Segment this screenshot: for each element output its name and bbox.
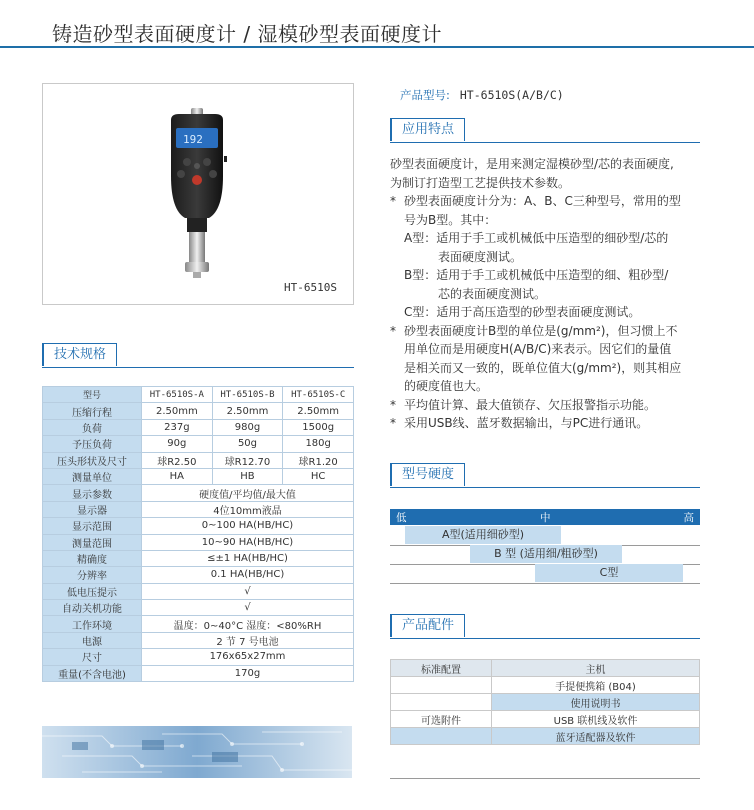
feature-bullet: * 砂型表面硬度计分为：A、B、C三种型号，常用的型: [390, 194, 681, 208]
product-model-tag: HT-6510S: [284, 281, 337, 294]
spec-row: [43, 419, 354, 435]
accessory-item: 主机: [492, 660, 700, 677]
spec-value: 180g: [283, 436, 354, 452]
hardness-heading-label: 型号硬度: [390, 463, 465, 486]
spec-row-label: 分辨率: [43, 567, 142, 583]
spec-row: [43, 468, 354, 484]
spec-value: 硬度值/平均值/最大值: [142, 485, 354, 501]
spec-row: [43, 518, 354, 534]
spec-value: 50g: [212, 436, 283, 452]
features-heading-label: 应用特点: [390, 118, 465, 141]
spec-row-label: 重量(不含电池): [43, 665, 142, 681]
spec-value: 176x65x27mm: [142, 649, 354, 665]
spec-value: 170g: [142, 665, 354, 681]
accessory-item: USB 联机线及软件: [492, 711, 700, 728]
spec-row-label: 低电压提示: [43, 583, 142, 599]
spec-row: [43, 436, 354, 452]
feature-line: 用单位而是用硬度H(A/B/C)来表示。因它们的量值: [404, 342, 672, 356]
specs-heading-label: 技术规格: [42, 343, 117, 366]
spec-value: 2.50mm: [142, 403, 213, 419]
empty-cell: [391, 694, 492, 711]
scale-low: 低: [396, 512, 407, 524]
c-type-line: C型：适用于高压造型的砂型表面硬度测试。: [404, 305, 641, 319]
spec-value: √: [142, 583, 354, 599]
feature-bullet: * 平均值计算、最大值锁存、欠压报警指示功能。: [390, 397, 657, 412]
spec-model-header: HT-6510S-A: [142, 387, 213, 403]
spec-value: ≤±1 HA(HB/HC): [142, 550, 354, 566]
spec-value: 4位10mm液晶: [142, 501, 354, 517]
spec-value: 0.1 HA(HB/HC): [142, 567, 354, 583]
spec-value: HA: [142, 468, 213, 484]
spec-row: [43, 600, 354, 616]
spec-model-header: HT-6510S-C: [283, 387, 354, 403]
spec-value: 90g: [142, 436, 213, 452]
spec-row: [43, 534, 354, 550]
spec-row-label: 测量单位: [43, 468, 142, 484]
spec-value: 0~100 HA(HB/HC): [142, 518, 354, 534]
spec-row: [43, 665, 354, 681]
spec-table: [42, 386, 354, 682]
spec-value: 1500g: [283, 419, 354, 435]
model-value: HT-6510S(A/B/C): [459, 88, 564, 102]
spec-row-label: 负荷: [43, 419, 142, 435]
spec-value: HC: [283, 468, 354, 484]
intro-line: 砂型表面硬度计，是用来测定湿模砂型/芯的表面硬度,: [390, 157, 674, 171]
section-rule: [390, 142, 700, 143]
hardness-chart: [390, 509, 700, 585]
spec-row: [43, 583, 354, 599]
spec-value: 10~90 HA(HB/HC): [142, 534, 354, 550]
spec-row: [43, 485, 354, 501]
spec-row-label: 电源: [43, 632, 142, 648]
spec-value: 2.50mm: [283, 403, 354, 419]
a-type-line: 表面硬度测试。: [438, 249, 523, 264]
spec-row-label: 予压负荷: [43, 436, 142, 452]
accessory-item: 使用说明书: [492, 694, 700, 711]
a-type-line: A型：适用于手工或机械低中压造型的细砂型/芯的: [404, 231, 669, 245]
accessory-item: 蓝牙适配器及软件: [492, 728, 700, 745]
specs-section-heading: [42, 343, 354, 365]
spec-value: 237g: [142, 419, 213, 435]
hardness-tester-image: [161, 106, 233, 282]
spec-row-label: 压缩行程: [43, 403, 142, 419]
section-rule: [42, 367, 354, 368]
b-type-line: 芯的表面硬度测试。: [438, 286, 547, 301]
spec-row: [43, 403, 354, 419]
standard-label: 标准配置: [391, 660, 492, 677]
features-text: [390, 155, 710, 433]
spec-row: [43, 550, 354, 566]
accessories-heading-label: 产品配件: [390, 614, 465, 637]
model-line: [400, 87, 564, 103]
spec-row-label: 测量范围: [43, 534, 142, 550]
spec-value: 2.50mm: [212, 403, 283, 419]
scale-mid: 中: [540, 512, 551, 524]
spec-row: [43, 452, 354, 468]
spec-value: 温度：0~40°C 湿度：<80%RH: [142, 616, 354, 632]
spec-value: 球R12.70: [212, 452, 283, 468]
accessories-section-heading: [390, 614, 700, 636]
spec-row: [43, 616, 354, 632]
spec-value: HB: [212, 468, 283, 484]
feature-line: 是相关而又一致的，既单位值大(g/mm²)，则其相应: [404, 360, 682, 375]
empty-cell: [391, 728, 492, 745]
spec-value: √: [142, 600, 354, 616]
accessories-table: [390, 659, 700, 745]
spec-value: 球R2.50: [142, 452, 213, 468]
intro-line: 为制订打造型工艺提供技术参数。: [390, 175, 571, 190]
title-rule: [0, 46, 754, 48]
hardness-c-range: C型: [535, 564, 683, 582]
spec-row-label: 压头形状及尺寸: [43, 452, 142, 468]
spec-row-label: 显示范围: [43, 518, 142, 534]
model-label: 产品型号:: [400, 88, 450, 102]
spec-header-row: [43, 387, 354, 403]
accessories-bottom-rule: [390, 778, 700, 779]
spec-value: 2 节 7 号电池: [142, 632, 354, 648]
spec-row-label: 显示参数: [43, 485, 142, 501]
hardness-section-heading: [390, 463, 700, 485]
feature-bullet: * 砂型表面硬度计B型的单位是(g/mm²)，但习惯上不: [390, 323, 678, 338]
display-readout: 192: [183, 133, 203, 146]
spec-row-label: 尺寸: [43, 649, 142, 665]
product-image-box: [42, 83, 354, 305]
row-divider: [390, 583, 700, 584]
spec-row: [43, 649, 354, 665]
scale-high: 高: [683, 512, 694, 524]
feature-bullet: * 采用USB线、蓝牙数据输出，与PC进行通讯。: [390, 416, 649, 430]
spec-value: 980g: [212, 419, 283, 435]
features-section-heading: [390, 118, 700, 140]
spec-model-header: HT-6510S-B: [212, 387, 283, 403]
hardness-a-range: A型(适用细砂型): [405, 526, 561, 544]
page-title: 铸造砂型表面硬度计 / 湿模砂型表面硬度计: [52, 22, 442, 46]
b-type-line: B型：适用于手工或机械低中压造型的细、粗砂型/: [404, 268, 669, 282]
spec-row-label: 精确度: [43, 550, 142, 566]
section-rule: [390, 487, 700, 488]
accessory-item: 手提便携箱 (B04): [492, 677, 700, 694]
spec-row-label: 工作环境: [43, 616, 142, 632]
hardness-scale-bar: [390, 509, 700, 525]
spec-row-label: 显示器: [43, 501, 142, 517]
spec-row: [43, 632, 354, 648]
feature-line: 的硬度值也大。: [404, 379, 489, 393]
optional-label: 可选附件: [391, 711, 492, 728]
spec-value: 球R1.20: [283, 452, 354, 468]
circuit-board-banner: [42, 726, 352, 778]
empty-cell: [391, 677, 492, 694]
section-rule: [390, 638, 700, 639]
hardness-b-range: B 型 (适用细/粗砂型): [470, 545, 622, 563]
spec-row: [43, 501, 354, 517]
feature-line: 号为B型。其中：: [404, 212, 497, 227]
spec-row-label: 型号: [43, 387, 142, 403]
spec-row: [43, 567, 354, 583]
spec-row-label: 自动关机功能: [43, 600, 142, 616]
